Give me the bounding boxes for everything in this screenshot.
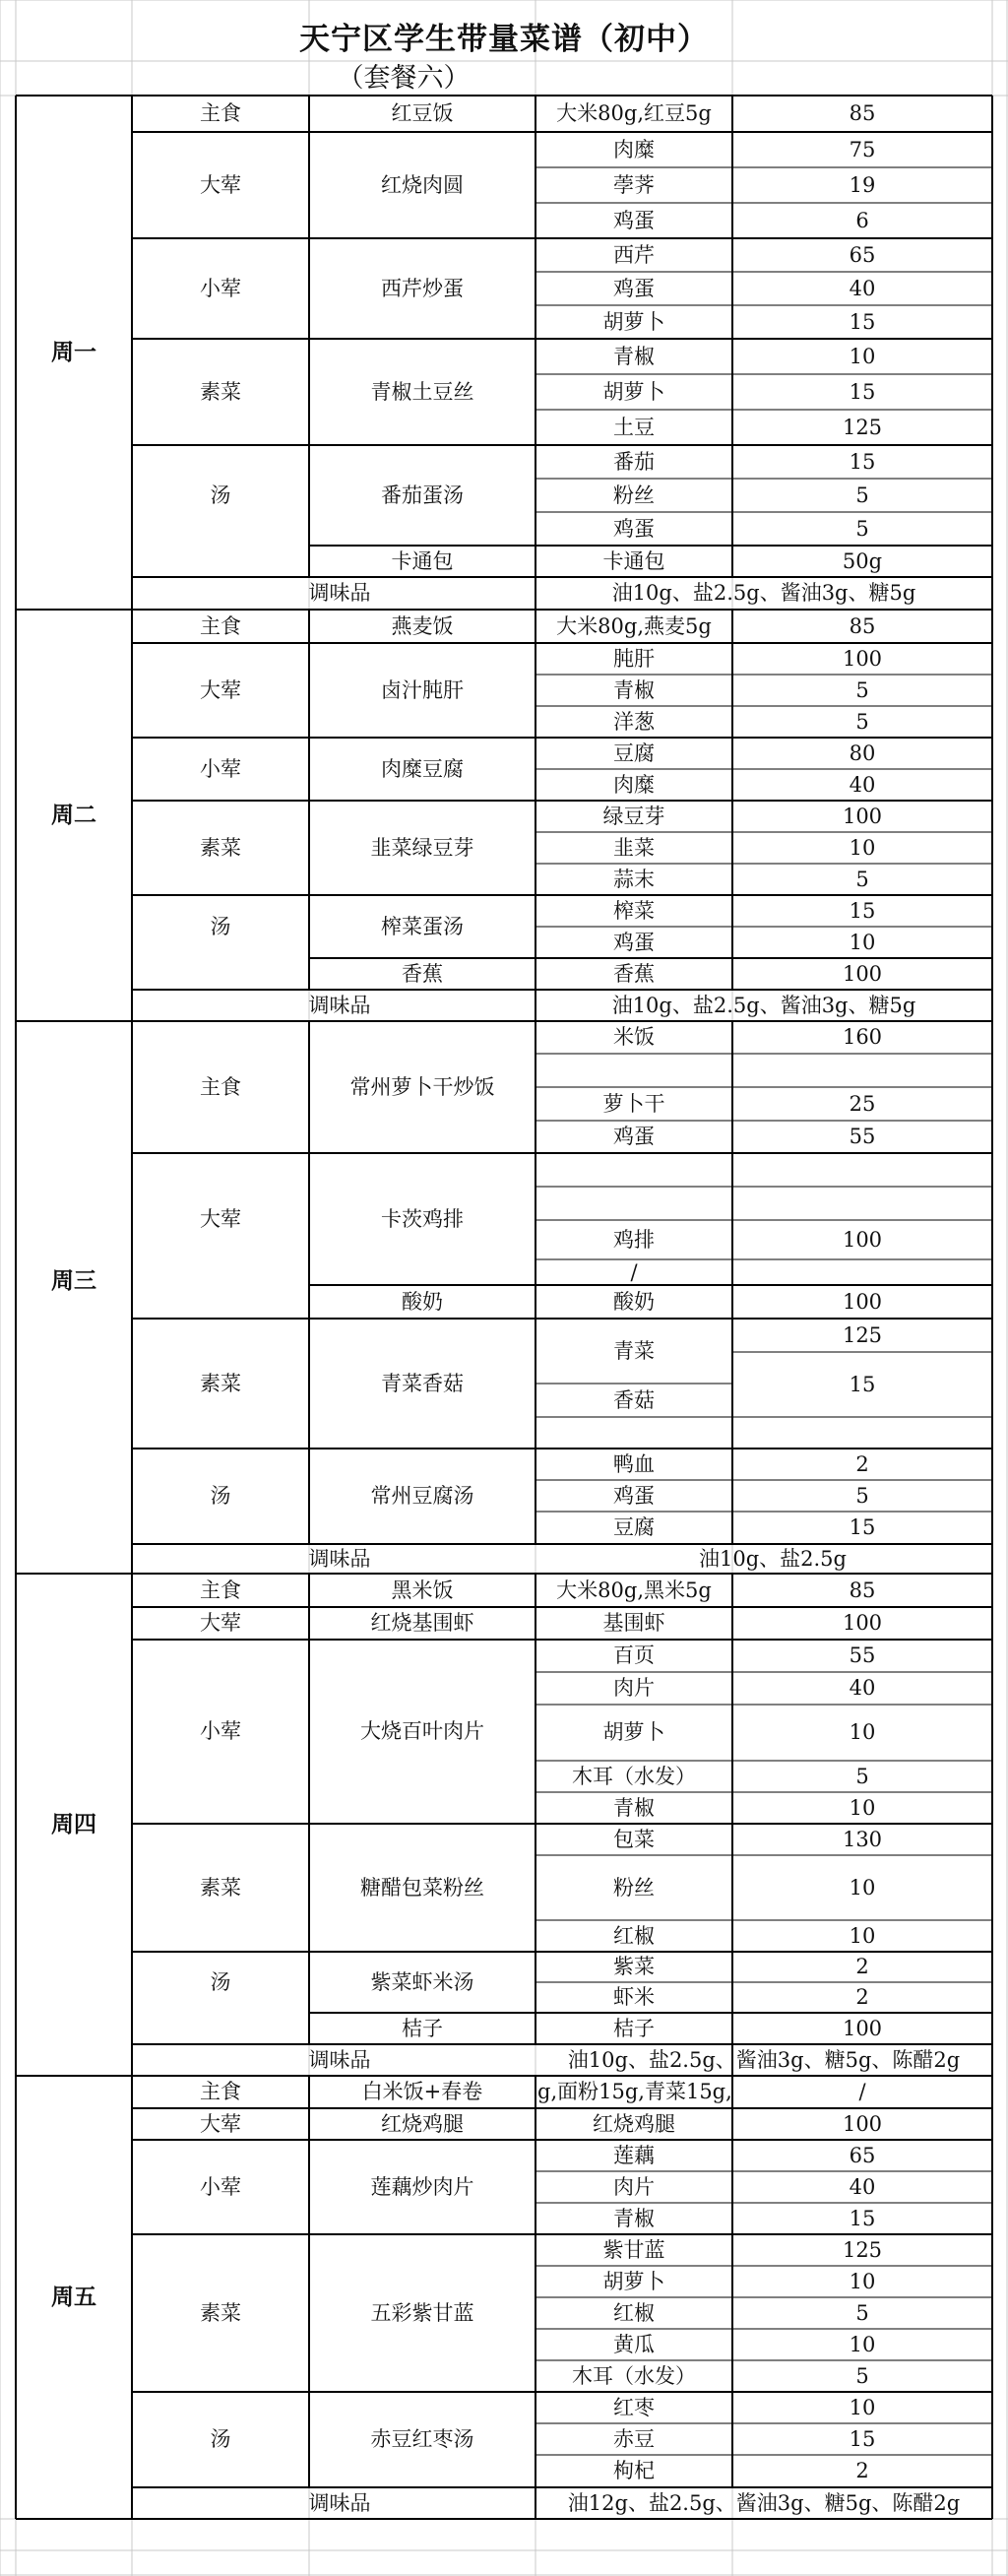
course-label: 小荤 [200, 756, 241, 781]
dish-name: 卡通包 [391, 548, 454, 573]
ingredient-amount: 125 [842, 1322, 883, 1347]
ingredient-name: 红烧鸡腿 [593, 2111, 675, 2136]
ingredient-amount: 10 [849, 1795, 876, 1820]
ingredient-name: 大米80g,燕麦5g [556, 613, 712, 638]
ingredient-name: 肉糜 [613, 137, 655, 161]
course-label: 汤 [210, 1484, 231, 1508]
ingredient-amount: 2 [855, 1985, 869, 2009]
ingredient-amount: 10 [849, 2269, 876, 2293]
ingredient-name: 紫甘蓝 [602, 2237, 665, 2262]
ingredient-name: 米饭 [613, 1025, 655, 1049]
seasoning-value: 油10g、盐2.5g [698, 1546, 847, 1571]
course-label: 汤 [210, 1969, 231, 1994]
dish-name: 莲藕炒肉片 [370, 2174, 474, 2199]
ingredient-name: 鸡蛋 [613, 930, 655, 954]
ingredient-name: 红椒 [613, 2300, 655, 2325]
day-label-monday: 周一 [51, 339, 96, 365]
ingredient-amount: 6 [855, 208, 869, 232]
ingredient-name: 基围虾 [602, 1611, 665, 1635]
ingredient-name: 香菇 [613, 1387, 655, 1412]
course-label: 汤 [210, 914, 231, 938]
ingredient-name: 虾米 [613, 1985, 655, 2009]
ingredient-amount: 10 [849, 344, 876, 368]
ingredient-name: 酸奶 [613, 1289, 655, 1314]
ingredient-name: 豆腐 [613, 1515, 655, 1539]
ingredient-amount: 19 [849, 172, 876, 197]
dish-name: 酸奶 [402, 1289, 443, 1314]
dish-name: 常州萝卜干炒饭 [349, 1074, 495, 1099]
ingredient-name: / [630, 1259, 638, 1284]
ingredient-name: 赤豆 [613, 2426, 655, 2451]
ingredient-name: 红枣 [613, 2395, 655, 2419]
ingredient-name: 荸荠 [613, 172, 655, 197]
ingredient-amount: 50g [842, 548, 883, 573]
ingredient-name: 洋葱 [613, 709, 655, 734]
page-title: 天宁区学生带量菜谱（初中） [299, 21, 709, 57]
ingredient-amount: 80 [849, 741, 876, 765]
ingredient-name: 鸡蛋 [613, 276, 655, 300]
ingredient-amount: 100 [842, 2111, 883, 2136]
seasoning-label: 调味品 [308, 2047, 371, 2072]
ingredient-name: 大米80g,黑米5g [556, 1578, 712, 1602]
ingredient-name: 黄瓜 [613, 2332, 655, 2356]
dish-name: 红烧鸡腿 [381, 2111, 464, 2136]
dish-name: 肉糜豆腐 [381, 756, 464, 781]
day-label-wednesday: 周三 [51, 1267, 96, 1294]
ingredient-amount: 15 [849, 1515, 876, 1539]
dish-name: 青菜香菇 [381, 1371, 464, 1395]
dish-name: 红烧肉圆 [381, 172, 464, 197]
ingredient-name: 枸杞 [613, 2459, 655, 2482]
course-label: 素菜 [200, 1371, 241, 1395]
ingredient-name: g,面粉15g,青菜15g, [537, 2080, 732, 2103]
ingredient-amount: / [858, 2080, 866, 2103]
ingredient-name: 土豆 [613, 415, 655, 439]
ingredient-amount: 2 [855, 1451, 869, 1476]
ingredient-amount: 25 [849, 1091, 876, 1116]
course-label: 大荤 [200, 172, 241, 197]
ingredient-amount: 10 [849, 1720, 876, 1744]
ingredient-amount: 40 [849, 772, 876, 797]
ingredient-name: 木耳（水发） [572, 1764, 696, 1788]
dish-name: 韭菜绿豆芽 [370, 835, 474, 860]
course-label: 素菜 [200, 2300, 241, 2325]
dish-name: 黑米饭 [391, 1578, 454, 1602]
ingredient-amount: 100 [842, 961, 883, 986]
ingredient-amount: 2 [855, 1955, 869, 1978]
dish-name: 红豆饭 [391, 101, 454, 125]
course-label: 大荤 [200, 1206, 241, 1231]
course-label: 汤 [210, 2427, 231, 2451]
ingredient-amount: 40 [849, 1676, 876, 1700]
ingredient-amount: 40 [849, 276, 876, 300]
course-label: 小荤 [200, 276, 241, 300]
ingredient-amount: 100 [842, 1611, 883, 1635]
course-label: 汤 [210, 483, 231, 507]
ingredient-amount: 160 [842, 1025, 883, 1049]
ingredient-name: 肫肝 [613, 646, 655, 671]
ingredient-amount: 5 [855, 516, 869, 541]
course-label: 主食 [200, 2080, 241, 2103]
page-subtitle: （套餐六） [337, 62, 471, 94]
ingredient-amount: 100 [842, 1289, 883, 1314]
dish-name: 番茄蛋汤 [381, 483, 464, 507]
seasoning-label: 调味品 [308, 2490, 371, 2515]
dish-name: 常州豆腐汤 [370, 1484, 474, 1508]
ingredient-name: 粉丝 [613, 483, 655, 507]
ingredient-amount: 5 [855, 677, 869, 702]
course-label: 大荤 [200, 1611, 241, 1635]
ingredient-amount: 65 [849, 2143, 876, 2167]
dish-name: 青椒土豆丝 [370, 379, 474, 404]
course-label: 主食 [200, 101, 241, 125]
ingredient-name: 胡萝卜 [602, 309, 665, 334]
ingredient-name: 桔子 [613, 2016, 655, 2040]
seasoning-value: 油12g、盐2.5g、酱油3g、糖5g、陈醋2g [567, 2490, 961, 2515]
ingredient-name: 香蕉 [613, 961, 655, 986]
ingredient-name: 肉片 [613, 1676, 655, 1700]
dish-name: 卡茨鸡排 [381, 1206, 464, 1231]
ingredient-amount: 85 [849, 1578, 876, 1602]
course-label: 主食 [200, 613, 241, 638]
dish-name: 红烧基围虾 [370, 1611, 474, 1635]
dish-name: 桔子 [402, 2016, 443, 2040]
dish-name: 燕麦饭 [391, 613, 454, 638]
ingredient-name: 紫菜 [613, 1955, 655, 1978]
ingredient-amount: 10 [849, 930, 876, 954]
ingredient-amount: 125 [842, 2237, 883, 2262]
ingredient-amount: 15 [849, 379, 876, 404]
dish-name: 卤汁肫肝 [381, 677, 464, 702]
dish-name: 五彩紫甘蓝 [370, 2300, 474, 2325]
course-label: 大荤 [200, 2111, 241, 2136]
ingredient-amount: 15 [849, 2206, 876, 2230]
ingredient-name: 萝卜干 [602, 1091, 665, 1116]
dish-name: 大烧百叶肉片 [360, 1719, 484, 1743]
ingredient-amount: 100 [842, 646, 883, 671]
ingredient-amount: 15 [849, 1372, 876, 1396]
ingredient-name: 胡萝卜 [602, 1720, 665, 1744]
ingredient-amount: 5 [855, 2300, 869, 2325]
ingredient-name: 青菜 [613, 1338, 655, 1363]
ingredient-amount: 15 [849, 449, 876, 474]
ingredient-amount: 10 [849, 835, 876, 860]
ingredient-name: 鸡蛋 [613, 1125, 655, 1148]
ingredient-amount: 100 [842, 804, 883, 828]
ingredient-name: 蒜末 [613, 867, 655, 891]
ingredient-amount: 5 [855, 483, 869, 507]
ingredient-amount: 125 [842, 415, 883, 439]
ingredient-amount: 65 [849, 242, 876, 267]
course-label: 小荤 [200, 1719, 241, 1743]
ingredient-name: 豆腐 [613, 741, 655, 765]
ingredient-amount: 10 [849, 1923, 876, 1948]
ingredient-name: 青椒 [613, 677, 655, 702]
ingredient-amount: 15 [849, 898, 876, 923]
ingredient-name: 粉丝 [613, 1875, 655, 1900]
ingredient-amount: 100 [842, 1227, 883, 1252]
ingredient-amount: 40 [849, 2174, 876, 2199]
day-label-tuesday: 周二 [51, 802, 96, 828]
ingredient-amount: 5 [855, 709, 869, 734]
dish-name: 榨菜蛋汤 [381, 914, 464, 938]
ingredient-name: 大米80g,红豆5g [556, 101, 712, 125]
ingredient-amount: 130 [842, 1827, 883, 1851]
seasoning-label: 调味品 [308, 1546, 371, 1571]
ingredient-name: 鸡蛋 [613, 208, 655, 232]
seasoning-value: 油10g、盐2.5g、酱油3g、糖5g、陈醋2g [567, 2047, 961, 2072]
ingredient-amount: 5 [855, 1483, 869, 1508]
dish-name: 赤豆红枣汤 [370, 2427, 474, 2451]
ingredient-name: 红椒 [613, 1923, 655, 1948]
ingredient-name: 鸡蛋 [613, 1483, 655, 1508]
dish-name: 紫菜虾米汤 [370, 1969, 474, 1994]
dish-name: 白米饭+春卷 [361, 2080, 483, 2103]
course-label: 小荤 [200, 2174, 241, 2199]
seasoning-label: 调味品 [308, 993, 371, 1017]
ingredient-name: 西芹 [613, 242, 655, 267]
ingredient-amount: 85 [849, 613, 876, 638]
ingredient-name: 青椒 [613, 1795, 655, 1820]
seasoning-label: 调味品 [308, 581, 371, 605]
ingredient-amount: 5 [855, 1764, 869, 1788]
ingredient-amount: 75 [849, 137, 876, 161]
ingredient-name: 青椒 [613, 2206, 655, 2230]
ingredient-name: 鸡蛋 [613, 516, 655, 541]
ingredient-amount: 10 [849, 2395, 876, 2419]
dish-name: 糖醋包菜粉丝 [360, 1875, 484, 1900]
ingredient-amount: 5 [855, 867, 869, 891]
ingredient-name: 青椒 [613, 344, 655, 368]
ingredient-amount: 55 [849, 1643, 876, 1667]
seasoning-value: 油10g、盐2.5g、酱油3g、糖5g [611, 581, 916, 605]
ingredient-name: 番茄 [613, 449, 655, 474]
ingredient-name: 卡通包 [602, 548, 665, 573]
dish-name: 西芹炒蛋 [381, 276, 464, 300]
ingredient-name: 莲藕 [613, 2143, 655, 2167]
ingredient-amount: 10 [849, 2332, 876, 2356]
seasoning-value: 油10g、盐2.5g、酱油3g、糖5g [611, 993, 916, 1017]
course-label: 素菜 [200, 379, 241, 404]
ingredient-amount: 55 [849, 1125, 876, 1148]
ingredient-amount: 5 [855, 2363, 869, 2388]
course-label: 主食 [200, 1578, 241, 1602]
ingredient-amount: 15 [849, 2426, 876, 2451]
ingredient-name: 韭菜 [613, 835, 655, 860]
ingredient-name: 包菜 [613, 1827, 655, 1851]
ingredient-name: 鸭血 [613, 1451, 655, 1476]
day-label-thursday: 周四 [51, 1811, 96, 1837]
ingredient-amount: 10 [849, 1875, 876, 1900]
ingredient-name: 肉片 [613, 2174, 655, 2199]
ingredient-amount: 100 [842, 2016, 883, 2040]
day-label-friday: 周五 [51, 2284, 96, 2310]
course-label: 素菜 [200, 1875, 241, 1900]
course-label: 大荤 [200, 677, 241, 702]
dish-name: 香蕉 [402, 961, 443, 986]
ingredient-name: 胡萝卜 [602, 2269, 665, 2293]
ingredient-name: 胡萝卜 [602, 379, 665, 404]
ingredient-name: 榨菜 [613, 898, 655, 923]
ingredient-name: 木耳（水发） [572, 2363, 696, 2388]
ingredient-name: 肉糜 [613, 772, 655, 797]
course-label: 素菜 [200, 835, 241, 860]
course-label: 主食 [200, 1074, 241, 1099]
ingredient-amount: 15 [849, 309, 876, 334]
ingredient-amount: 85 [849, 101, 876, 125]
ingredient-name: 绿豆芽 [602, 804, 665, 828]
ingredient-name: 百页 [613, 1643, 655, 1667]
ingredient-name: 鸡排 [613, 1227, 655, 1252]
ingredient-amount: 2 [855, 2459, 869, 2482]
